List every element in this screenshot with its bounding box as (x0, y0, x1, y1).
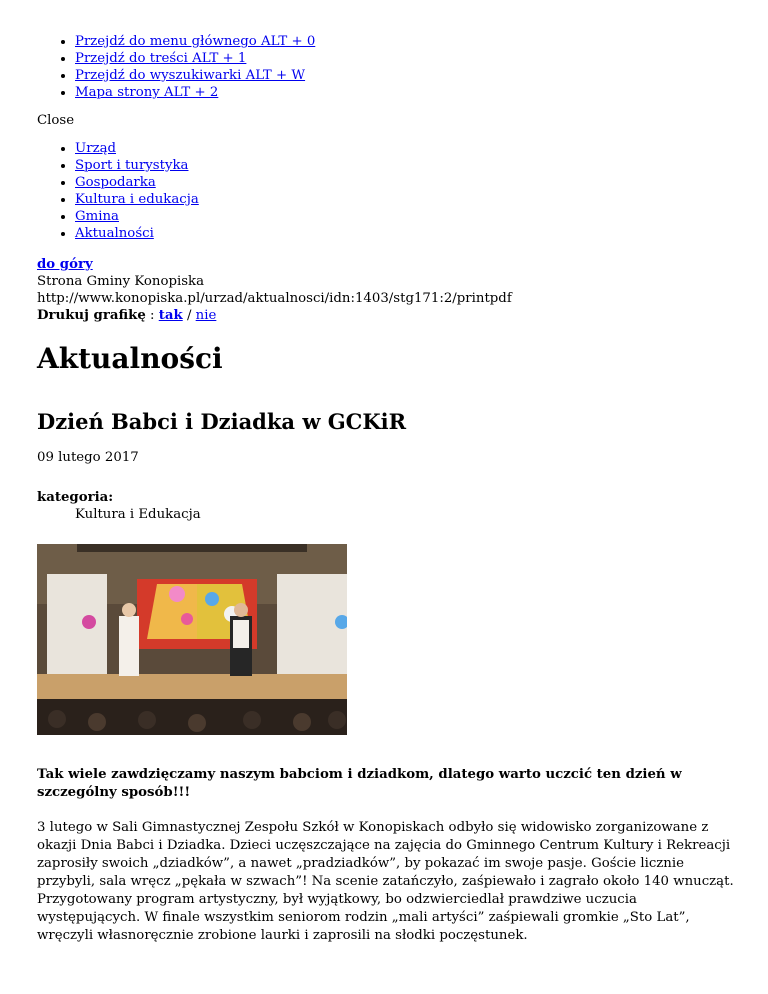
nav-link-gmina[interactable]: Gmina (75, 209, 119, 224)
colon-separator: : (145, 308, 159, 323)
article-photo (37, 544, 347, 735)
skip-link-sitemap[interactable]: Mapa strony ALT + 2 (75, 85, 219, 100)
section-title: Aktualności (37, 342, 223, 375)
nav-item (75, 225, 199, 242)
print-graphics-row (37, 307, 512, 324)
nav-item (75, 157, 199, 174)
skip-link-main-menu[interactable]: Przejdź do menu głównego ALT + 0 (75, 34, 316, 49)
nav-item (75, 174, 199, 191)
article-date: 09 lutego 2017 (37, 450, 139, 465)
site-name: Strona Gminy Konopiska (37, 274, 205, 289)
skip-link-item (75, 67, 315, 84)
skip-link-item (75, 33, 315, 50)
article-title: Dzień Babci i Dziadka w GCKiR (37, 409, 407, 434)
category-value: Kultura i Edukacja (75, 507, 201, 522)
print-meta (37, 256, 512, 324)
skip-link-search[interactable]: Przejdź do wyszukiwarki ALT + W (75, 68, 306, 83)
back-to-top-link[interactable]: do góry (37, 257, 93, 272)
nav-link-gospodarka[interactable]: Gospodarka (75, 175, 156, 190)
nav-link-kultura[interactable]: Kultura i edukacja (75, 192, 199, 207)
article-category (37, 489, 201, 523)
slash-separator: / (182, 308, 196, 323)
article-body: 3 lutego w Sali Gimnastycznej Zespołu Szkół w Konopiskach odbyło się widowisko zorganizowane z okazji Dnia Babci i Dziadka. Dzieci uczęszczające na zajęcia do Gminnego Centrum Kultury i Rekreacji zaprosiły swoich „dziadków”, a nawet „pradziadków”, by pokazać im swoje pasje. Goście licznie przybyli, sala wręcz „pękała w szwach”! Na scenie zatańczyło, zaśpiewało i zagrało około 140 wnucząt. Przygotowany program artystyczny, był wyjątkowy, bo odzwierciedlał prawdziwe uczucia występujących. W finale wszystkim seniorom rodzin „mali artyści” zaśpiewali gromkie „Sto Lat”, wręczyli własnoręcznie zrobione laurki i zaprosili na słodki poczęstunek. (37, 820, 734, 943)
article-lead: Tak wiele zawdzięczamy naszym babciom i dziadkom, dlatego warto uczcić ten dzień w szczególny sposób!!! (37, 767, 682, 800)
category-label: kategoria: (37, 490, 114, 505)
skip-link-content[interactable]: Przejdź do treści ALT + 1 (75, 51, 247, 66)
main-nav-list (37, 140, 199, 242)
skip-link-item (75, 50, 315, 67)
skip-links-list (37, 33, 315, 101)
nav-link-sport[interactable]: Sport i turystyka (75, 158, 189, 173)
close-label[interactable]: Close (37, 113, 75, 128)
print-graphics-label: Drukuj grafikę (37, 308, 146, 323)
nav-link-urzad[interactable]: Urząd (75, 141, 117, 156)
nav-item (75, 208, 199, 225)
nav-link-aktualnosci[interactable]: Aktualności (75, 226, 154, 241)
print-yes-link[interactable]: tak (158, 308, 183, 323)
nav-item (75, 140, 199, 157)
skip-link-item (75, 84, 315, 101)
page-url: http://www.konopiska.pl/urzad/aktualnosci/idn:1403/stg171:2/printpdf (37, 291, 512, 306)
nav-item (75, 191, 199, 208)
print-no-link[interactable]: nie (195, 308, 217, 323)
